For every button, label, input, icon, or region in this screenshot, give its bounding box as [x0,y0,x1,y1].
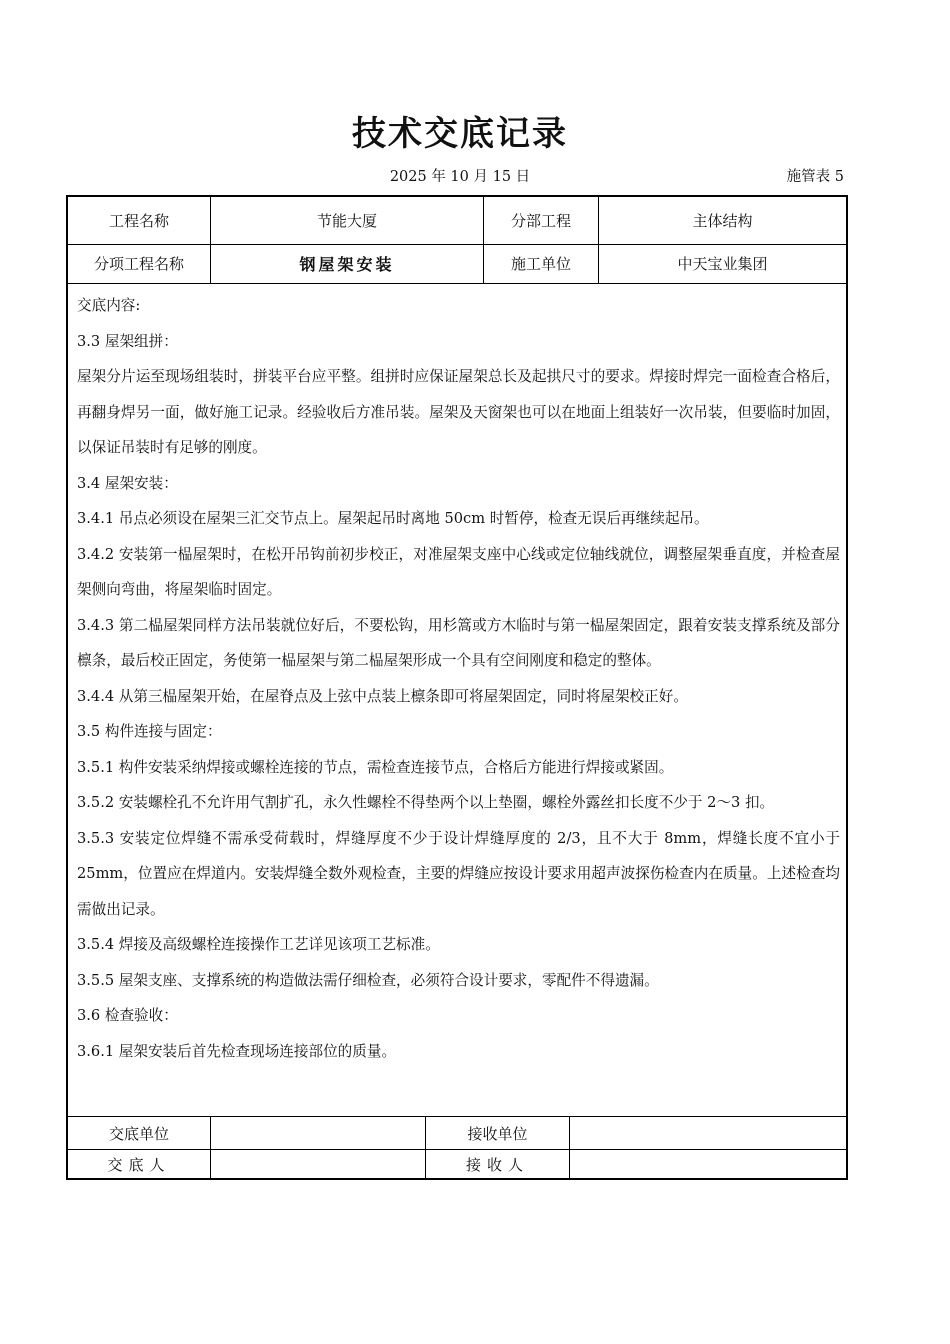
info-row-project [68,197,846,245]
content-paragraph: 3.3 屋架组拼： [77,332,178,350]
content-paragraph: 3.5.1 构件安装采纳焊接或螺栓连接的节点，需检查连接节点，合格后方能进行焊接或紧固。 [77,758,674,776]
discloser-label: 交底人 [68,1149,211,1180]
content-paragraph: 屋架分片运至现场组装时，拼装平台应平整。组拼时应保证屋架总长及起拱尺寸的要求。焊接时焊完一面检查合格后，再翻身焊另一面，做好施工记录。经验收后方准吊装。屋架及天窗架也可以在地面上组装好一次吊装，但要临时加固，以保证吊装时有足够的刚度。 [77,368,840,456]
unit-value: 中天宝业集团 [677,255,768,273]
record-table [66,195,848,1180]
content-paragraph: 3.4.4 从第三榀屋架开始，在屋脊点及上弦中点装上檩条即可将屋架固定，同时将屋架校正好。 [77,687,688,705]
receiving-unit-label: 接收单位 [426,1117,570,1149]
content-paragraph: 3.5.3 安装定位焊缝不需承受荷载时，焊缝厚度不少于设计焊缝厚度的 2/3，且不大于 8mm，焊缝长度不宜小于 25mm，位置应在焊道内。安装焊缝全数外观检查，主要的焊缝应按设计要求用超声波探伤检查内在质量。上述检查均需做出记录。 [77,829,840,918]
content-paragraph: 3.5.4 焊接及高级螺栓连接操作工艺详见该项工艺标准。 [77,936,440,953]
content-paragraph: 3.4.2 安装第一榀屋架时，在松开吊钩前初步校正，对准屋架支座中心线或定位轴线就位，调整屋架垂直度，并检查屋架侧向弯曲，将屋架临时固定。 [77,545,840,598]
content-paragraph: 3.4.1 吊点必须设在屋架三汇交节点上。屋架起吊时离地 50cm 时暂停，检查无误后再继续起吊。 [77,510,709,527]
discloser-value [211,1149,426,1180]
project-value: 节能大厦 [211,197,484,244]
footer-row-units [68,1117,846,1150]
info-row-subitem [68,244,846,284]
disclosing-unit-label: 交底单位 [68,1117,211,1149]
disclosing-unit-value [211,1117,426,1149]
disclosure-content [68,283,846,1117]
content-paragraph: 3.5.2 安装螺栓孔不允许用气割扩孔，永久性螺栓不得垫两个以上垫圈，螺栓外露丝扣长度不少于 2～3 扣。 [77,794,775,811]
content-paragraph: 3.5 构件连接与固定： [77,723,222,740]
content-paragraph: 3.5.5 屋架支座、支撑系统的构造做法需仔细检查，必须符合设计要求，零配件不得遗漏。 [77,971,659,989]
form-number: 施管表 5 [786,169,844,185]
receiver-label: 接收人 [426,1149,570,1180]
division-value: 主体结构 [692,212,753,230]
document-date: 2025 年 10 月 15 日 [389,169,531,185]
subitem-value: 钢屋架安装 [211,244,484,283]
project-label: 工程名称 [68,197,211,244]
receiver-value [570,1149,846,1180]
division-label: 分部工程 [484,197,599,244]
unit-label: 施工单位 [484,244,599,283]
content-paragraph: 3.6 检查验收： [77,1007,178,1024]
content-paragraph: 3.4 屋架安装： [77,474,178,492]
content-paragraph: 3.4.3 第二榀屋架同样方法吊装就位好后，不要松钩，用杉篙或方木临时与第一榀屋架固定，跟着安装支撑系统及部分檩条，最后校正固定，务使第一榀屋架与第二榀屋架形成一个具有空间刚度和稳定的整体。 [77,616,840,669]
content-paragraph: 交底内容: [77,297,141,314]
document-title: 技术交底记录 [352,114,568,154]
subitem-label: 分项工程名称 [68,244,211,283]
content-paragraph: 3.6.1 屋架安装后首先检查现场连接部位的质量。 [77,1042,397,1060]
receiving-unit-value [570,1117,846,1149]
footer-row-persons [68,1149,846,1180]
